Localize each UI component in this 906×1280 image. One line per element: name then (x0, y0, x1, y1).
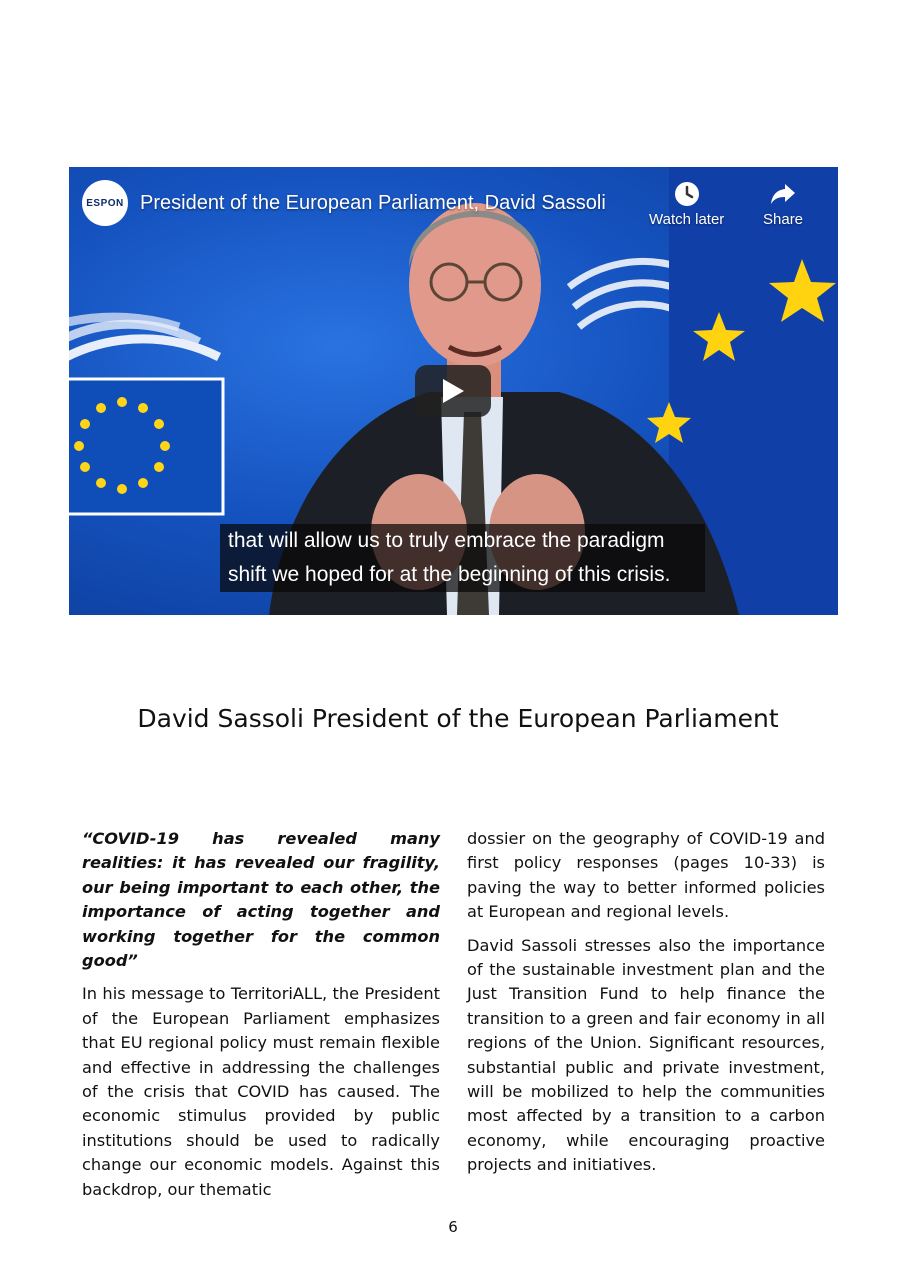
hemicycle-graphic-right (569, 261, 679, 327)
video-caption: David Sassoli President of the European Parliament (137, 704, 779, 733)
article-left-column (82, 827, 440, 1202)
pull-quote: “COVID-19 has revealed many realities: it has revealed our fragility, our being important to each other, the importance of acting together and working together for the common good” (82, 829, 440, 971)
page-number: 6 (448, 1218, 458, 1236)
left-paragraph: In his message to TerritoriALL, the President of the European Parliament emphasizes that EU regional policy must remain flexible and effective in addressing the challenges of the crisis that COVID has caused. The economic stimulus provided by public institutions should be used to radically change our economic models. Against this backdrop, our thematic (82, 984, 440, 1199)
play-icon (441, 378, 465, 404)
subtitle-line-1: that will allow us to truly embrace the paradigm (220, 524, 705, 558)
right-paragraph-2: David Sassoli stresses also the importance of the sustainable investment plan and the Just Transition Fund to help finance the transition to a green and fair economy in all regions of the Union. Significant resources, substantial public and private investment, will be mobilized to help the communities most affected by a transition to a carbon economy, while encouraging proactive projects and initiatives. (467, 935, 825, 1175)
video-player[interactable] (69, 167, 838, 615)
watch-later-button[interactable] (649, 181, 724, 228)
hemicycle-graphic-left (69, 317, 219, 367)
subtitle-line-2: shift we hoped for at the beginning of this crisis. (220, 558, 705, 592)
video-title[interactable]: President of the European Parliament, David Sassoli (140, 192, 606, 214)
article-right-column (467, 827, 825, 1178)
share-button[interactable] (763, 181, 803, 228)
clock-icon (674, 181, 700, 207)
watch-later-label: Watch later (649, 211, 725, 228)
eu-flag-left (69, 379, 223, 514)
share-icon (770, 181, 796, 207)
channel-logo[interactable]: ESPON (82, 180, 128, 226)
share-label: Share (763, 211, 804, 228)
right-paragraph-1: dossier on the geography of COVID-19 and first policy responses (pages 10-33) is paving the way to better informed policies at European and regional levels. (467, 829, 825, 922)
play-button[interactable] (415, 365, 491, 417)
